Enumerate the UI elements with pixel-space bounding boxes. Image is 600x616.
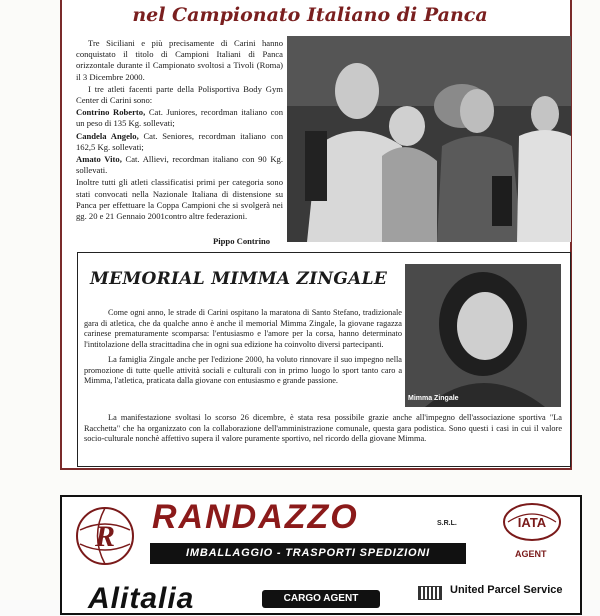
athletes-photo <box>287 36 571 242</box>
article-byline: Pippo Contrino <box>213 236 271 246</box>
portrait-caption: Mimma Zingale <box>408 395 459 402</box>
athlete-name: Contrino Roberto, <box>76 107 146 118</box>
ups-label: United Parcel Service <box>450 584 563 596</box>
portrait-photo <box>405 264 561 407</box>
randazzo-globe-logo <box>72 500 138 570</box>
memorial-headline: MEMORIAL MIMMA ZINGALE <box>90 269 388 289</box>
article-headline: nel Campionato Italiano di Panca <box>132 4 488 26</box>
brand-name: RANDAZZO <box>152 498 359 536</box>
company-type: S.R.L. <box>437 520 457 527</box>
memorial-paragraph: Come ogni anno, le strade di Carini ospitano la maratona di Santo Stefano, tradizionale gara di atletica, che da qualche anno è anche il memorial Mimma Zingale, la giovane ragazza carinese prematuramente scomparsa: l'entusiasmo e l'amore per la corsa, hanno determinato l'intitolazione della stracittadina che in ogni sua edizione ha coinvolto diversi partecipanti. <box>84 308 402 350</box>
article-paragraph: I tre atleti facenti parte della Polisportiva Body Gym Center di Carini sono: <box>76 83 283 106</box>
athlete-detail: Cat. Allievi, recordman italiano con 90 Kg. sollevati. <box>76 154 283 176</box>
article-body <box>76 38 283 223</box>
athlete-detail: Cat. Seniores, recordman italiano con 162,5 Kg. sollevati; <box>76 130 283 152</box>
athlete-name: Candela Angelo, <box>76 130 139 141</box>
alitalia-logo: Alitalia <box>88 582 195 615</box>
ups-icon <box>418 586 442 600</box>
article-paragraph: Tre Siciliani e più precisamente di Carini hanno conquistato il titolo di Campioni Italiani di Panca orizzontale durante il Campionato svoltosi a Tivoli (Roma) il 3 Dicembre 2000. <box>76 38 283 82</box>
athlete-detail: Cat. Juniores, recordman italiano con un peso di 135 Kg. sollevati; <box>76 107 283 129</box>
cargo-agent-badge: CARGO AGENT <box>262 590 380 608</box>
memorial-paragraph: La famiglia Zingale anche per l'edizione 2000, ha voluto rinnovare il suo impegno nella promozione di tutte quelle attività sociali e culturali con in primo luogo lo sport tanto caro a Mimma, l'atletica, praticata dalla giovane con entusiasmo e grande passione. <box>84 354 402 386</box>
iata-label: IATA <box>517 515 547 530</box>
article-paragraph: Inoltre tutti gli atleti classificatisi primi per categoria sono stati convocati nella Nazionale Italiana di distensione su Panca per effettuare la Coppa Campioni che si svolgerà nei gg. 20 e 21 Gennaio 2001contro altre federazioni. <box>76 177 283 222</box>
iata-agent-label: AGENT <box>515 549 547 559</box>
memorial-body-wide <box>84 413 562 445</box>
memorial-paragraph: La manifestazione svoltasi lo scorso 26 dicembre, è stata resa possibile grazie anche all'impegno dell'associazione sportiva "La Racchetta" che ha organizzato con la collaborazione dell'amministrazione comunale, questa gara podistica. Sono questi i casi in cui il valore socio-culturale nonchè affettivo supera il valore puramente sportivo, nel ricordo della giovane Mimma. <box>84 413 562 444</box>
logo-letter: R <box>94 520 116 553</box>
athlete-entry <box>76 131 283 153</box>
athlete-entry <box>76 154 283 176</box>
athlete-entry <box>76 107 283 129</box>
athlete-name: Amato Vito, <box>76 154 122 165</box>
memorial-body <box>84 308 402 391</box>
brand-tagline: IMBALLAGGIO - TRASPORTI SPEDIZIONI <box>150 543 466 564</box>
